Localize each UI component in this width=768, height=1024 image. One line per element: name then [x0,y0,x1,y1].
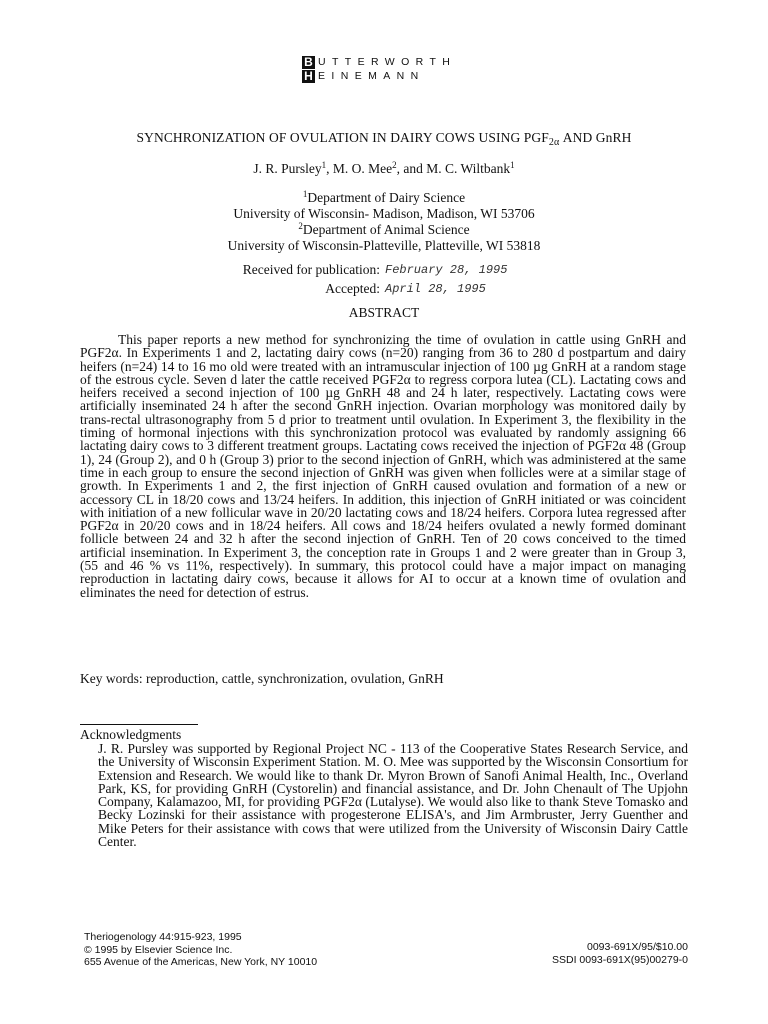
logo-text-row1: UTTERWORTH [318,55,457,68]
affil-2-mark: 2 [298,221,303,231]
accepted-date: April 28, 1995 [385,282,486,296]
abstract-body [80,333,686,599]
affiliations [0,190,768,254]
issn-line: 0093-691X/95/$10.00 [586,941,688,953]
author-1: J. R. Pursley [253,161,322,176]
abstract-heading: ABSTRACT [348,305,420,320]
logo-initial-b: B [302,56,315,69]
author-1-affil: 1 [321,160,327,170]
ssdi-line: SSDI 0093-691X(95)00279-0 [551,953,688,966]
publisher-address: 655 Avenue of the Americas, New York, NY 10010 [84,956,318,968]
author-2-affil: 2 [392,160,397,170]
affil-2-dept: Department of Animal Science [302,222,470,237]
affil-2-univ: University of Wisconsin-Platteville, Platteville, WI 53818 [227,238,541,253]
affil-1-univ: University of Wisconsin- Madison, Madison, WI 53706 [233,206,535,221]
acknowledgments-text: J. R. Pursley was supported by Regional Project NC - 113 of the Cooperative States Research Service, and the University of Wisconsin Experiment Station. M. O. Mee was supported by the Wisconsin Consortium for Extension and Research. We would like to thank Dr. Myron Brown of Sanofi Animal Health, Inc., Overland Park, KS, for providing GnRH (Cystorelin) and financial assistance, and Dr. John Chenault of The Upjohn Company, Kalamazoo, MI, for providing PGF2α (Lutalyse). We would also like to thank Steve Tomasko and Becky Lozinski for their assistance with progesterone ELISA's, and Jim Armbruster, Jerry Guenther and Mike Peters for their assistance with cows that were utilized from the University of Wisconsin Dairy Cattle Center. [98,741,688,850]
journal-info [84,931,317,969]
title-subscript: 2α [548,137,560,148]
footnote-rule [80,724,198,725]
paper-title [0,130,768,146]
logo-text-row2: EINEMANN [318,69,425,82]
received-date: February 28, 1995 [385,263,508,277]
received-label: Received for publication: [242,262,380,277]
article-identifiers [552,941,688,966]
affil-1-mark: 1 [302,189,308,199]
acknowledgments-body [98,742,688,848]
acknowledgments-heading: Acknowledgments [80,727,182,742]
author-3: , and M. C. Wiltbank [396,161,511,176]
abstract-text: This paper reports a new method for synchronizing the time of ovulation in cattle using GnRH and PGF2α. In Experiments 1 and 2, lactating dairy cows (n=20) ranging from 36 to 280 d postpartum and dairy heifers (n=24) 14 to 16 mo old were treated with an intramuscular injection of 100 µg GnRH at a random stage of the estrous cycle. Seven d later the cattle received PGF2α to regress corpora lutea (CL). Lactating cows and heifers received a second injection of 100 µg GnRH 48 and 24 h later, respectively. Lactating cows were artificially inseminated 24 h after the second GnRH injection. Ovarian morphology was monitored daily by trans-rectal ultrasonography from 5 d prior to treatment until ovulation. In Experiment 3, the flexibility in the timing of hormonal injections with this synchronization protocol was evaluated by randomly assigning 66 lactating dairy cows to 3 different treatment groups. Lactating cows received the injection of PGF2α 48 (Group 1), 24 (Group 2), and 0 h (Group 3) prior to the second injection of GnRH, which was administered at the same time in each group to ensure the second injection of GnRH was given when follicles were at a similar stage of growth. In Experiments 1 and 2, the first injection of GnRH caused ovulation and formation of a new or accessory CL in 18/20 cows and 13/24 heifers. In addition, this injection of GnRH initiated or was coincident with initiation of a new follicular wave in 20/20 lactating cows and 18/24 heifers. Corpora lutea regressed after PGF2α in 20/20 cows and in 18/24 heifers. All cows and 18/24 heifers ovulated a newly formed dominant follicle between 24 and 32 h after the second injection of GnRH. Ten of 20 cows conceived to the timed artificial insemination. In Experiment 3, the conception rate in Groups 1 and 2 were greater than in Group 3, (55 and 46 % vs 11%, respectively). In summary, this protocol could have a major impact on managing reproduction in lactating dairy cows, because it allows for AI to occur at a known time of ovulation and eliminates the need for detection of estrus. [80,332,686,600]
title-tail: AND GnRH [559,130,632,145]
affil-1-dept: Department of Dairy Science [307,190,466,205]
copyright-line: © 1995 by Elsevier Science Inc. [84,943,233,956]
publication-dates [0,262,768,297]
title-main: SYNCHRONIZATION OF OVULATION IN DAIRY COWS USING PGF [136,130,549,145]
author-3-affil: 1 [510,160,515,170]
journal-citation: Theriogenology 44:915-923, 1995 [84,931,242,943]
keywords: Key words: reproduction, cattle, synchronization, ovulation, GnRH [80,671,444,686]
author-list [0,161,768,177]
accepted-label: Accepted: [325,281,380,296]
logo-initial-h: H [302,70,315,83]
publisher-logo [302,55,456,83]
author-2: , M. O. Mee [326,161,393,176]
